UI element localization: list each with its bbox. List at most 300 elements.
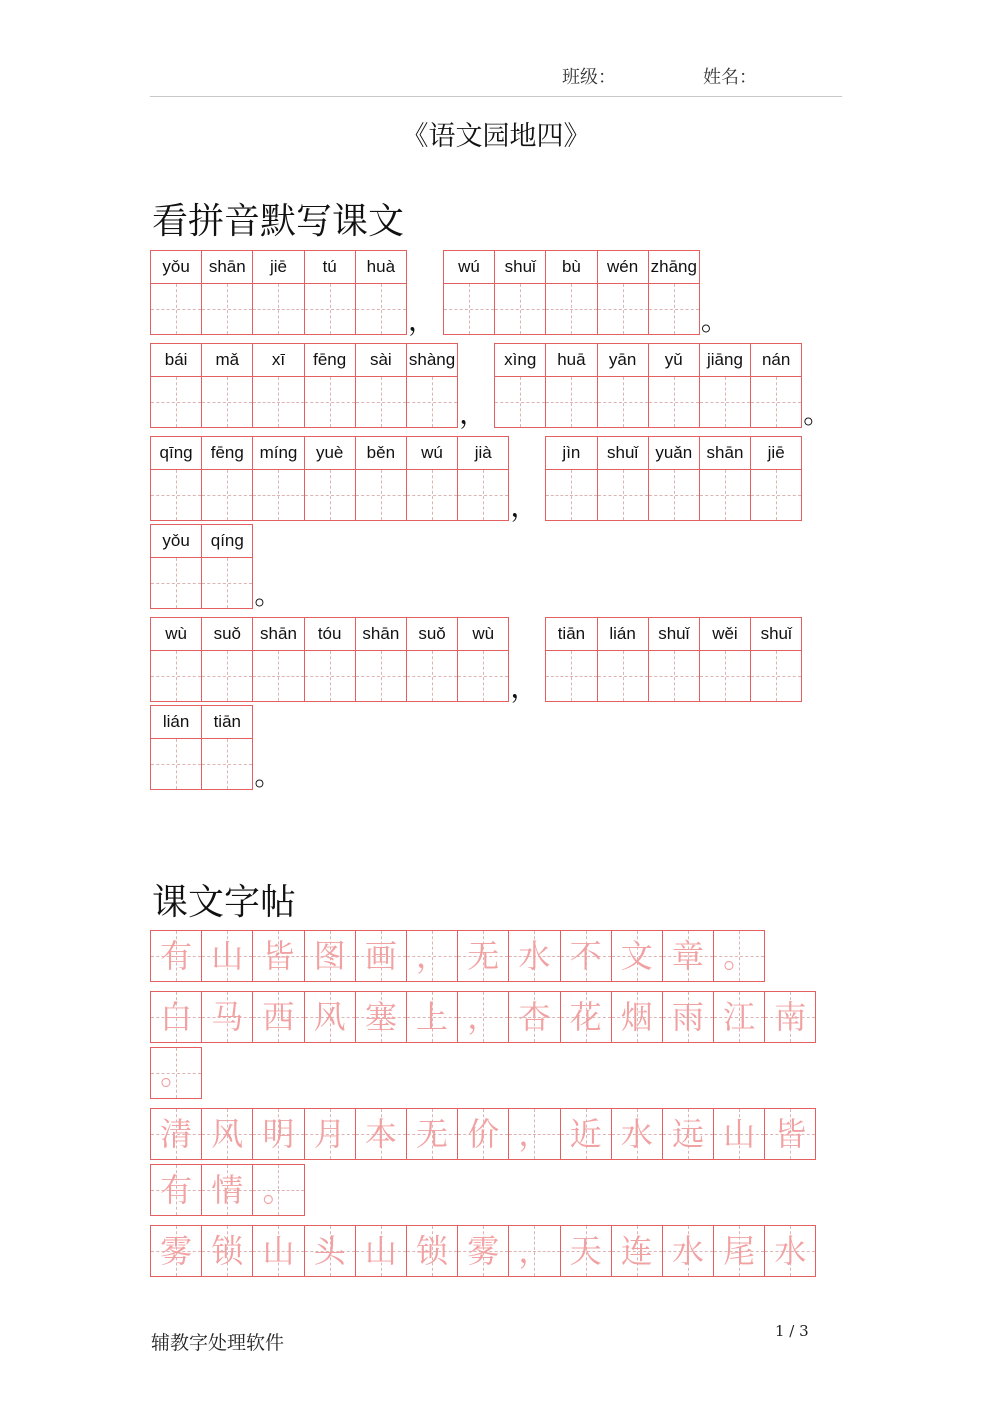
tianzige-cell	[201, 524, 253, 609]
tianzige-cell	[494, 250, 546, 335]
copybook-cell	[304, 930, 356, 982]
writing-box	[151, 470, 201, 520]
punctuation-slot	[407, 250, 443, 335]
trace-character: 。	[160, 1054, 193, 1092]
writing-box	[356, 377, 406, 427]
copybook-cell	[304, 1108, 356, 1160]
trace-character: 价	[467, 1115, 500, 1153]
tianzige-cell	[597, 343, 649, 428]
trace-character: ，	[518, 1232, 551, 1270]
pinyin-label: wén	[598, 251, 648, 284]
dictation-line	[150, 524, 838, 609]
tianzige-cell	[252, 436, 304, 521]
pinyin-phrase-group	[150, 617, 509, 702]
tianzige-cell	[597, 617, 649, 702]
copybook-couplet	[150, 1108, 816, 1216]
copybook-cell	[201, 1108, 253, 1160]
pinyin-label: jià	[458, 437, 508, 470]
copybook-cell	[560, 991, 612, 1043]
trace-character: 江	[723, 998, 756, 1036]
copybook-line	[150, 991, 816, 1043]
pinyin-label: bái	[151, 344, 201, 377]
tianzige-cell	[648, 617, 700, 702]
dictation-couplet	[150, 617, 838, 790]
copybook-couplet	[150, 991, 816, 1099]
tianzige-cell	[252, 250, 304, 335]
pinyin-label: shuǐ	[495, 251, 545, 284]
writing-box	[495, 377, 545, 427]
trace-character: 。	[262, 1171, 295, 1209]
writing-box	[546, 470, 596, 520]
pinyin-label: nán	[751, 344, 801, 377]
writing-box	[649, 284, 699, 334]
dictation-line	[150, 617, 838, 702]
tianzige-cell	[355, 617, 407, 702]
dictation-line	[150, 250, 838, 335]
tianzige-cell	[648, 250, 700, 335]
writing-box	[598, 470, 648, 520]
trace-character: 近	[569, 1115, 602, 1153]
tianzige-cell	[201, 343, 253, 428]
pinyin-label: fēng	[305, 344, 355, 377]
copybook-cell	[662, 1225, 714, 1277]
trace-character: 不	[569, 937, 602, 975]
pinyin-label: lián	[151, 706, 201, 739]
pinyin-label: wù	[151, 618, 201, 651]
tianzige-cell	[150, 436, 202, 521]
writing-box	[700, 470, 750, 520]
writing-box	[407, 377, 457, 427]
writing-box	[305, 651, 355, 701]
tianzige-cell	[699, 436, 751, 521]
copybook-cell	[355, 1108, 407, 1160]
writing-box	[444, 284, 494, 334]
trace-character: 马	[211, 998, 244, 1036]
writing-box	[151, 558, 201, 608]
trace-character: 图	[313, 937, 346, 975]
trace-character: 文	[620, 937, 653, 975]
pinyin-label: wú	[407, 437, 457, 470]
writing-box	[546, 651, 596, 701]
writing-box	[202, 470, 252, 520]
trace-character: 水	[620, 1115, 653, 1153]
pinyin-label: yǔ	[649, 344, 699, 377]
copybook-grid	[150, 930, 816, 1277]
copybook-cell	[457, 930, 509, 982]
pinyin-label: shuǐ	[751, 618, 801, 651]
trace-character: 月	[313, 1115, 346, 1153]
tianzige-cell	[597, 436, 649, 521]
tianzige-cell	[750, 436, 802, 521]
trace-character: 皆	[262, 937, 295, 975]
tianzige-cell	[457, 436, 509, 521]
copybook-couplet	[150, 1225, 816, 1277]
trace-character: 风	[313, 998, 346, 1036]
writing-box	[305, 284, 355, 334]
trace-character: 西	[262, 998, 295, 1036]
writing-box	[495, 284, 545, 334]
copybook-cell	[252, 1164, 304, 1216]
tianzige-cell	[457, 617, 509, 702]
trace-character: 章	[671, 937, 704, 975]
copybook-cell	[304, 1225, 356, 1277]
copybook-cell	[508, 1108, 560, 1160]
punctuation-mark: 。	[803, 397, 832, 430]
copybook-cell	[611, 991, 663, 1043]
punctuation-mark: 。	[254, 578, 283, 611]
trace-character: 山	[364, 1232, 397, 1270]
dictation-couplet	[150, 250, 838, 335]
punctuation-slot	[253, 705, 289, 790]
trace-character: 无	[467, 937, 500, 975]
pinyin-label: qíng	[202, 525, 252, 558]
copybook-cell	[150, 1108, 202, 1160]
trace-character: 雾	[160, 1232, 193, 1270]
pinyin-label: shān	[202, 251, 252, 284]
copybook-cell	[713, 991, 765, 1043]
copybook-cell	[201, 1164, 253, 1216]
copybook-cell	[406, 1225, 458, 1277]
punctuation-mark: 。	[700, 304, 729, 337]
tianzige-cell	[150, 250, 202, 335]
tianzige-cell	[545, 617, 597, 702]
trace-character: 水	[671, 1232, 704, 1270]
copybook-cell	[406, 1108, 458, 1160]
writing-box	[253, 284, 303, 334]
pinyin-phrase-group	[443, 250, 700, 335]
tianzige-cell	[545, 250, 597, 335]
copybook-cell	[662, 930, 714, 982]
writing-box	[151, 651, 201, 701]
trace-character: 皆	[774, 1115, 807, 1153]
trace-character: 南	[774, 998, 807, 1036]
copybook-cell	[457, 1108, 509, 1160]
copybook-cell	[406, 930, 458, 982]
tianzige-cell	[545, 436, 597, 521]
punctuation-slot	[802, 343, 838, 428]
tianzige-cell	[304, 343, 356, 428]
trace-character: 远	[671, 1115, 704, 1153]
copybook-cell	[355, 930, 407, 982]
copybook-line	[150, 1047, 816, 1099]
trace-character: 雨	[671, 998, 704, 1036]
writing-box	[751, 651, 801, 701]
trace-character: 花	[569, 998, 602, 1036]
punctuation-mark: ，	[510, 490, 539, 523]
tianzige-cell	[355, 343, 407, 428]
pinyin-phrase-group	[150, 705, 253, 790]
trace-character: 画	[364, 937, 397, 975]
tianzige-cell	[201, 705, 253, 790]
writing-box	[202, 558, 252, 608]
pinyin-label: yān	[598, 344, 648, 377]
copybook-cell	[764, 1108, 816, 1160]
tianzige-cell	[750, 617, 802, 702]
pinyin-label: míng	[253, 437, 303, 470]
punctuation-slot	[509, 617, 545, 702]
writing-box	[356, 284, 406, 334]
writing-box	[751, 470, 801, 520]
copybook-cell	[508, 1225, 560, 1277]
dictation-couplet	[150, 343, 838, 428]
pinyin-phrase-group	[545, 617, 802, 702]
tianzige-cell	[252, 617, 304, 702]
copybook-cell	[201, 991, 253, 1043]
tianzige-cell	[699, 343, 751, 428]
tianzige-cell	[150, 705, 202, 790]
pinyin-label: yuè	[305, 437, 355, 470]
writing-box	[202, 739, 252, 789]
copybook-couplet	[150, 930, 816, 982]
trace-character: 水	[518, 937, 551, 975]
tianzige-cell	[406, 343, 458, 428]
writing-box	[151, 284, 201, 334]
pinyin-label: mǎ	[202, 344, 252, 377]
trace-character: 山	[262, 1232, 295, 1270]
copybook-cell	[252, 1108, 304, 1160]
trace-character: 上	[416, 998, 449, 1036]
writing-box	[598, 377, 648, 427]
copybook-cell	[560, 1225, 612, 1277]
trace-character: 白	[160, 998, 193, 1036]
punctuation-slot	[509, 436, 545, 521]
copybook-cell	[304, 991, 356, 1043]
tianzige-cell	[355, 436, 407, 521]
tianzige-cell	[597, 250, 649, 335]
copybook-cell	[560, 1108, 612, 1160]
trace-character: 山	[723, 1115, 756, 1153]
tianzige-cell	[494, 343, 546, 428]
copybook-line	[150, 1108, 816, 1160]
pinyin-label: xī	[253, 344, 303, 377]
copybook-cell	[201, 930, 253, 982]
writing-box	[407, 651, 457, 701]
writing-box	[253, 651, 303, 701]
writing-box	[700, 651, 750, 701]
pinyin-phrase-group	[150, 524, 253, 609]
pinyin-label: zhāng	[649, 251, 699, 284]
pinyin-label: shān	[253, 618, 303, 651]
pinyin-label: tiān	[546, 618, 596, 651]
copybook-cell	[713, 930, 765, 982]
pinyin-phrase-group	[150, 250, 407, 335]
writing-box	[356, 470, 406, 520]
copybook-cell	[508, 930, 560, 982]
trace-character: 。	[723, 937, 756, 975]
tianzige-cell	[699, 617, 751, 702]
writing-box	[253, 470, 303, 520]
copybook-cell	[150, 930, 202, 982]
trace-character: ，	[416, 937, 449, 975]
pinyin-label: shuǐ	[649, 618, 699, 651]
pinyin-phrase-group	[494, 343, 802, 428]
tianzige-cell	[545, 343, 597, 428]
tianzige-cell	[355, 250, 407, 335]
writing-box	[151, 377, 201, 427]
copybook-cell	[662, 1108, 714, 1160]
pinyin-phrase-group	[150, 343, 458, 428]
trace-character: 山	[211, 937, 244, 975]
tianzige-cell	[201, 436, 253, 521]
trace-character: ，	[518, 1115, 551, 1153]
trace-character: 有	[160, 1171, 193, 1209]
trace-character: 情	[211, 1171, 244, 1209]
copybook-cell	[252, 930, 304, 982]
pinyin-label: tiān	[202, 706, 252, 739]
worksheet-title: 《语文园地四》	[401, 121, 591, 152]
copybook-cell	[406, 991, 458, 1043]
copybook-cell	[611, 930, 663, 982]
punctuation-slot	[253, 524, 289, 609]
pinyin-label: wù	[458, 618, 508, 651]
copybook-cell	[150, 1047, 202, 1099]
pinyin-label: shuǐ	[598, 437, 648, 470]
punctuation-mark: ，	[407, 304, 436, 337]
punctuation-slot	[700, 250, 736, 335]
pinyin-label: yuǎn	[649, 437, 699, 470]
writing-box	[305, 470, 355, 520]
trace-character: 天	[569, 1232, 602, 1270]
pinyin-label: wěi	[700, 618, 750, 651]
writing-box	[356, 651, 406, 701]
copybook-cell	[560, 930, 612, 982]
copybook-cell	[713, 1108, 765, 1160]
tianzige-cell	[201, 617, 253, 702]
tianzige-cell	[304, 250, 356, 335]
copybook-cell	[457, 1225, 509, 1277]
writing-box	[202, 651, 252, 701]
header-divider	[150, 96, 842, 97]
pinyin-label: jiē	[253, 251, 303, 284]
class-label: 班级：	[562, 67, 616, 88]
tianzige-cell	[406, 436, 458, 521]
copybook-cell	[611, 1108, 663, 1160]
writing-box	[458, 651, 508, 701]
trace-character: 清	[160, 1115, 193, 1153]
pinyin-label: huā	[546, 344, 596, 377]
pinyin-label: qīng	[151, 437, 201, 470]
pinyin-label: lián	[598, 618, 648, 651]
trace-character: 明	[262, 1115, 295, 1153]
copybook-line	[150, 1225, 816, 1277]
pinyin-label: shān	[700, 437, 750, 470]
copybook-cell	[713, 1225, 765, 1277]
trace-character: 水	[774, 1232, 807, 1270]
punctuation-mark: ，	[510, 671, 539, 704]
copybook-cell	[252, 991, 304, 1043]
trace-character: 连	[620, 1232, 653, 1270]
copybook-cell	[764, 1225, 816, 1277]
pinyin-label: suǒ	[407, 618, 457, 651]
trace-character: 锁	[211, 1232, 244, 1270]
copybook-cell	[355, 991, 407, 1043]
trace-character: 本	[364, 1115, 397, 1153]
footer-software-name: 辅教字处理软件	[151, 1332, 285, 1354]
tianzige-cell	[406, 617, 458, 702]
writing-box	[598, 651, 648, 701]
copybook-cell	[662, 991, 714, 1043]
pinyin-label: bù	[546, 251, 596, 284]
writing-box	[202, 377, 252, 427]
trace-character: 雾	[467, 1232, 500, 1270]
copybook-cell	[150, 1225, 202, 1277]
tianzige-cell	[304, 617, 356, 702]
pinyin-label: yǒu	[151, 525, 201, 558]
copybook-cell	[457, 991, 509, 1043]
copybook-heading: 课文字帖	[152, 882, 297, 923]
dictation-couplet	[150, 436, 838, 609]
writing-box	[202, 284, 252, 334]
trace-character: 无	[416, 1115, 449, 1153]
pinyin-label: jiē	[751, 437, 801, 470]
pinyin-label: běn	[356, 437, 406, 470]
pinyin-label: tóu	[305, 618, 355, 651]
pinyin-label: huà	[356, 251, 406, 284]
pinyin-label: wú	[444, 251, 494, 284]
copybook-cell	[201, 1225, 253, 1277]
tianzige-cell	[648, 436, 700, 521]
trace-character: 烟	[620, 998, 653, 1036]
punctuation-slot	[458, 343, 494, 428]
punctuation-mark: ，	[459, 397, 488, 430]
writing-box	[751, 377, 801, 427]
trace-character: 风	[211, 1115, 244, 1153]
writing-box	[649, 651, 699, 701]
copybook-cell	[150, 1164, 202, 1216]
writing-box	[407, 470, 457, 520]
pinyin-label: shàng	[407, 344, 457, 377]
pinyin-phrase-group	[545, 436, 802, 521]
pinyin-label: jiāng	[700, 344, 750, 377]
name-label: 姓名：	[703, 67, 757, 88]
copybook-cell	[355, 1225, 407, 1277]
tianzige-cell	[150, 617, 202, 702]
copybook-cell	[611, 1225, 663, 1277]
dictation-line	[150, 705, 838, 790]
copybook-cell	[508, 991, 560, 1043]
dictation-heading: 看拼音默写课文	[152, 201, 405, 242]
trace-character: 头	[313, 1232, 346, 1270]
trace-character: 有	[160, 937, 193, 975]
trace-character: 尾	[723, 1232, 756, 1270]
writing-box	[700, 377, 750, 427]
tianzige-cell	[648, 343, 700, 428]
tianzige-cell	[201, 250, 253, 335]
pinyin-label: tú	[305, 251, 355, 284]
punctuation-mark: 。	[254, 759, 283, 792]
copybook-cell	[764, 991, 816, 1043]
pinyin-phrase-group	[150, 436, 509, 521]
trace-character: 杏	[518, 998, 551, 1036]
pinyin-label: sài	[356, 344, 406, 377]
tianzige-cell	[150, 524, 202, 609]
writing-box	[458, 470, 508, 520]
copybook-cell	[252, 1225, 304, 1277]
pinyin-label: xìng	[495, 344, 545, 377]
writing-box	[253, 377, 303, 427]
writing-box	[546, 377, 596, 427]
writing-box	[546, 284, 596, 334]
dictation-line	[150, 436, 838, 521]
writing-box	[151, 739, 201, 789]
pinyin-label: yǒu	[151, 251, 201, 284]
writing-box	[598, 284, 648, 334]
pinyin-label: shān	[356, 618, 406, 651]
tianzige-cell	[304, 436, 356, 521]
trace-character: 塞	[364, 998, 397, 1036]
pinyin-label: jìn	[546, 437, 596, 470]
tianzige-cell	[443, 250, 495, 335]
